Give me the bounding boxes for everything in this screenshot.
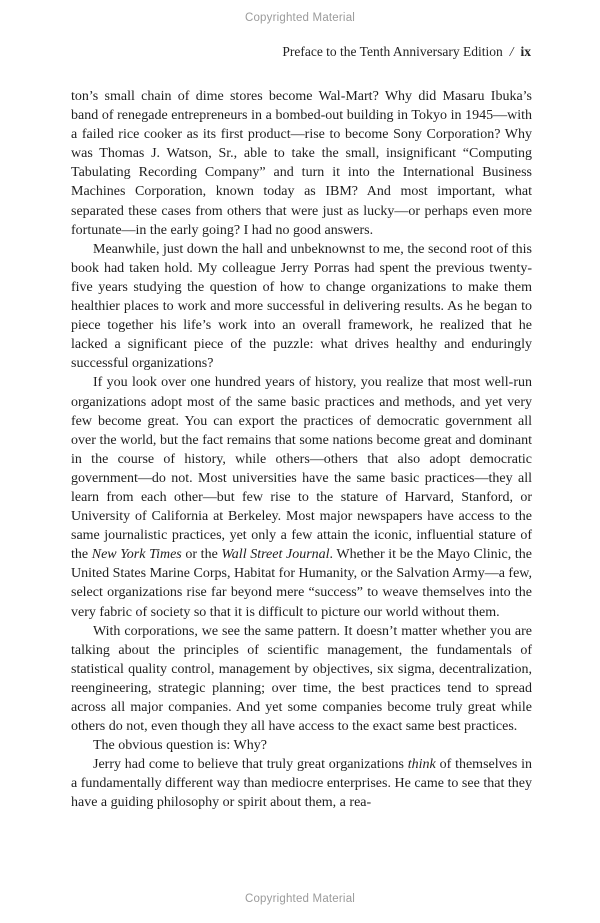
text-segment: or the bbox=[181, 547, 222, 563]
body-paragraph bbox=[71, 755, 532, 812]
text-segment: . Whether it be the Mayo Clinic, the United States Marine Corps, Habitat for Humanity, or the Salvation Army—a few, select organizations rise far beyond mere “success” to weave themselves into the very fabric of society so that it is difficult to picture our world without them. bbox=[71, 547, 533, 620]
text-segment: The obvious question is: Why? bbox=[93, 738, 267, 754]
running-header-title: Preface to the Tenth Anniversary Edition bbox=[282, 44, 503, 59]
body-paragraph bbox=[71, 87, 532, 240]
running-header bbox=[70, 44, 531, 60]
body-paragraph bbox=[71, 373, 532, 621]
text-segment: With corporations, we see the same pattern. It doesn’t matter whether you are talking about the principles of scientific management, the fundamentals of statistical quality control, management by objectives, six sigma, decentralization, reengineering, strategic planning; over time, the best practices tend to spread across all major companies. And yet some companies become truly great while others do not, even though they all have access to the exact same best practices. bbox=[71, 623, 532, 735]
text-segment: If you look over one hundred years of history, you realize that most well-run organizations adopt most of the same basic practices and methods, and yet very few become great. You can export the practices of democratic government all over the world, but the fact remains that some nations become great and dominant in the course of history, while others—others that also adopt democratic government—do not. Most universities have the same basic practices—they all learn from each other—but few rise to the stature of Harvard, Stanford, or University of California at Berkeley. Most major newspapers have access to the same journalistic practices, yet only a few attain the iconic, influential stature of the bbox=[71, 375, 532, 563]
header-separator: / bbox=[509, 44, 514, 59]
copyright-watermark-bottom: Copyrighted Material bbox=[244, 893, 356, 905]
text-segment: Meanwhile, just down the hall and unbeknownst to me, the second root of this book had taken hold. My colleague Jerry Porras had spent the previous twenty-five years studying the question of how to change organizations to make them healthier places to work and more successful in delivering results. As he began to piece together his life’s work into an overall framework, he realized that he lacked a significant piece of the puzzle: what drives healthy and enduringly successful organizations? bbox=[71, 241, 532, 372]
text-segment: ton’s small chain of dime stores become Wal-Mart? Why did Masaru Ibuka’s band of renegade entrepreneurs in a bombed-out building in Tokyo in 1945—with a failed rice cooker as its first product—rise to become Sony Corporation? Why was Thomas J. Watson, Sr., able to take the small, insignificant “Computing Tabulating Recording Company” and turn it into the International Business Machines Corporation, known today as IBM? And most important, what separated these cases from others that were just as lucky—or perhaps even more fortunate—in the early going? I had no good answers. bbox=[71, 89, 532, 238]
italic-text-segment: think bbox=[407, 757, 436, 773]
body-paragraph bbox=[71, 240, 532, 374]
italic-text-segment: New York Times bbox=[91, 547, 182, 563]
page-body bbox=[71, 87, 532, 813]
text-segment: Jerry had come to believe that truly great organizations bbox=[93, 757, 408, 773]
italic-text-segment: Wall Street Journal bbox=[221, 547, 330, 563]
page-number: ix bbox=[520, 44, 531, 59]
text-segment: of themselves in a fundamentally different way than mediocre enterprises. He came to see that they have a guiding philosophy or spirit about them, a rea- bbox=[71, 757, 532, 811]
body-paragraph bbox=[71, 736, 532, 755]
copyright-watermark-top: Copyrighted Material bbox=[244, 12, 356, 24]
body-paragraph bbox=[71, 622, 532, 737]
